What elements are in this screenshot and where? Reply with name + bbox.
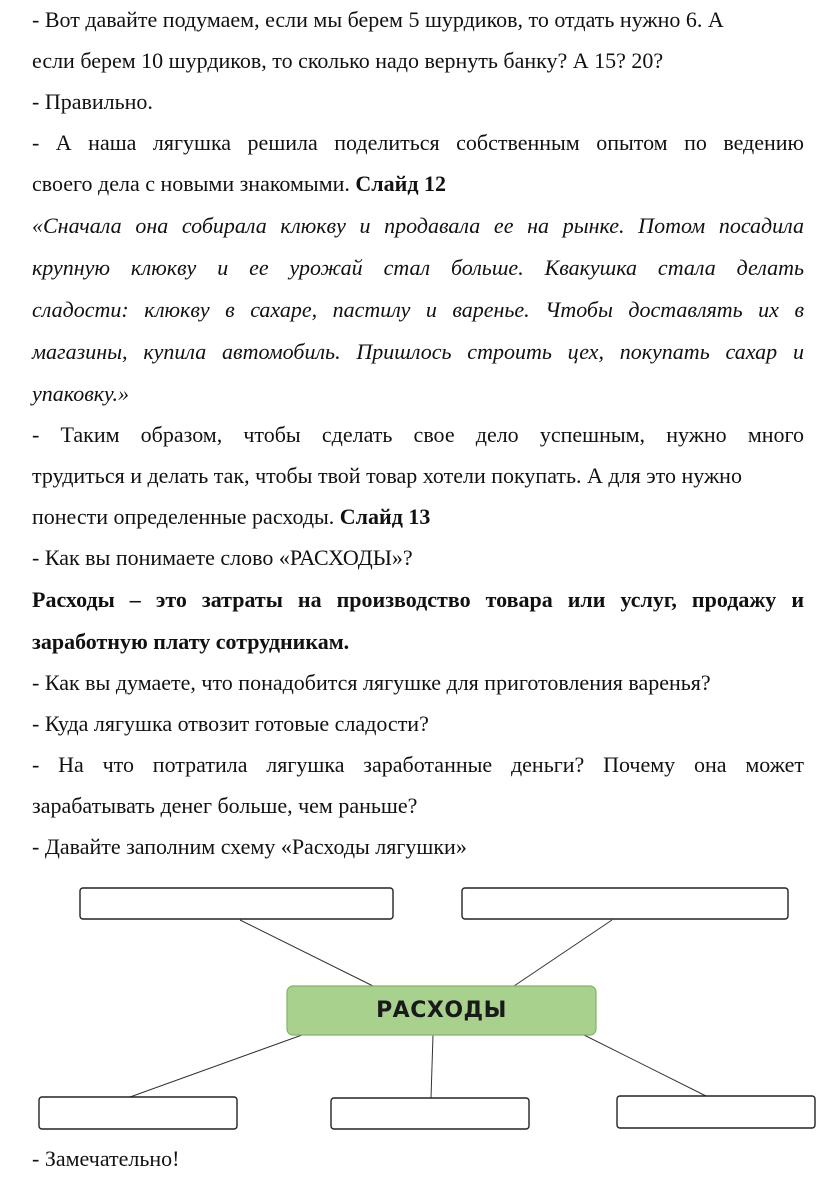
- definition-line-2: заработную плату сотрудникам.: [32, 629, 350, 654]
- empty-box-bottom-left[interactable]: [39, 1097, 237, 1129]
- question-line-1: - Как вы думаете, что понадобится лягушке для приготовления варенья?: [32, 670, 711, 695]
- paragraph-line-11: - Таким образом, чтобы сделать свое дело успешным, нужно много: [32, 422, 804, 447]
- quote-line-4: магазины, купила автомобиль. Пришлось строить цех, покупать сахар и: [32, 339, 804, 364]
- line-13-text: понести определенные расходы.: [32, 504, 340, 529]
- slide-12-label: Слайд 12: [355, 171, 446, 196]
- quote-line-3: сладости: клюкву в сахаре, пастилу и варенье. Чтобы доставлять их в: [32, 297, 804, 322]
- paragraph-line-1: - Вот давайте подумаем, если мы берем 5 шурдиков, то отдать нужно 6. А: [32, 7, 724, 32]
- question-line-3: - На что потратила лягушка заработанные деньги? Почему она может: [32, 752, 804, 777]
- connector-top-right: [514, 920, 612, 986]
- paragraph-line-2: если берем 10 шурдиков, то сколько надо вернуть банку? А 15? 20?: [32, 48, 664, 73]
- paragraph-line-14: - Как вы понимаете слово «РАСХОДЫ»?: [32, 545, 413, 570]
- quote-line-2: крупную клюкву и ее урожай стал больше. Квакушка стала делать: [32, 255, 804, 280]
- question-line-4: зарабатывать денег больше, чем раньше?: [32, 793, 418, 818]
- question-line-2: - Куда лягушка отвозит готовые сладости?: [32, 711, 429, 736]
- empty-box-top-left[interactable]: [80, 888, 393, 919]
- slide-13-label: Слайд 13: [339, 504, 431, 529]
- paragraph-line-3: - Правильно.: [32, 89, 153, 114]
- empty-box-bottom-right[interactable]: [617, 1096, 815, 1128]
- connector-top-left: [240, 920, 373, 986]
- line-5-text: своего дела с новыми знакомыми.: [32, 171, 356, 196]
- connector-bottom-right: [584, 1035, 706, 1096]
- center-box-label: РАСХОДЫ: [376, 998, 507, 1023]
- connector-bottom-middle: [431, 1035, 433, 1098]
- quote-line-1: «Сначала она собирала клюкву и продавала ее на рынке. Потом посадила: [32, 213, 804, 238]
- empty-box-bottom-middle[interactable]: [331, 1098, 529, 1129]
- empty-box-top-right[interactable]: [462, 888, 788, 919]
- connector-bottom-left: [130, 1035, 302, 1097]
- closing-line: - Замечательно!: [32, 1146, 180, 1171]
- paragraph-line-12: трудиться и делать так, чтобы твой товар хотели покупать. А для это нужно: [32, 463, 742, 488]
- quote-line-5: упаковку.»: [32, 381, 129, 406]
- definition-line-1: Расходы – это затраты на производство товара или услуг, продажу и: [32, 587, 804, 612]
- paragraph-line-4: - А наша лягушка решила поделиться собственным опытом по ведению: [32, 130, 804, 155]
- instruction-line: - Давайте заполним схему «Расходы лягушки»: [32, 834, 467, 859]
